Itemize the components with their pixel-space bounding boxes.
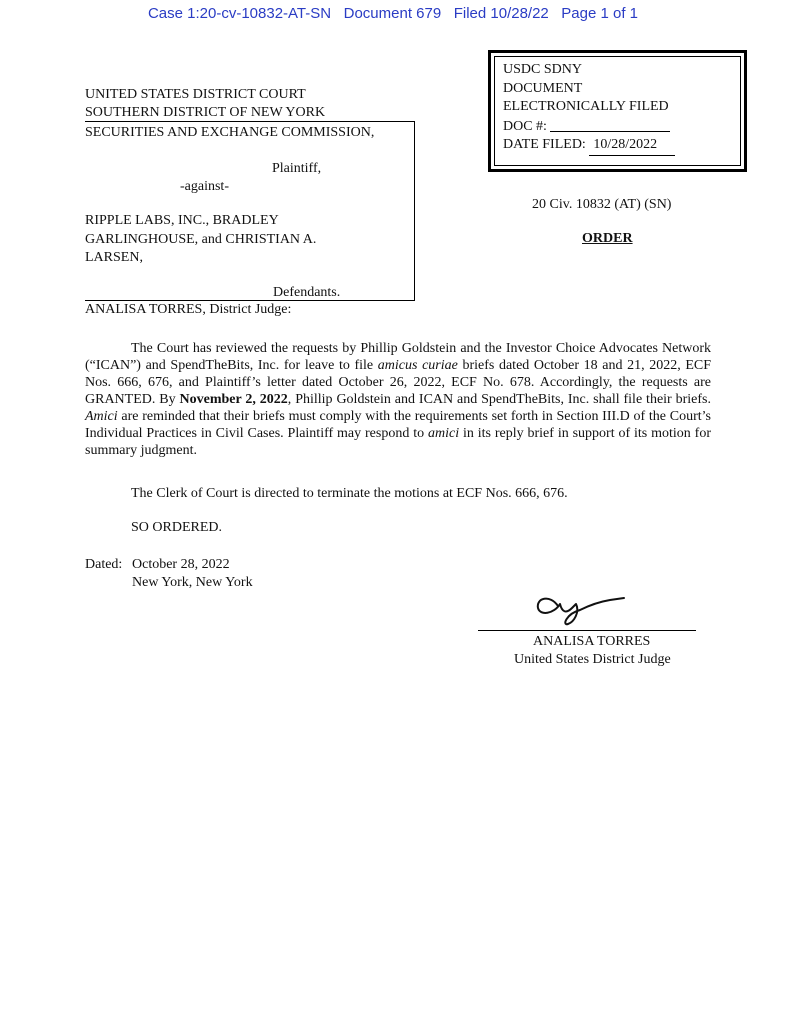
order-paragraph-1: The Court has reviewed the requests by Phillip Goldstein and the Investor Choice Advocates Network (“ICAN”) and SpendTheBits, Inc. for leave to file amicus curiae briefs dated October 18 and 21, 2022, ECF Nos. 666, 676, and Plaintiff’s letter dated October 26, 2022, ECF No. 678. Accordingly, the requests are GRANTED. By November 2, 2022, Phillip Goldstein and ICAN and SpendTheBits, Inc. shall file their briefs. Amici are reminded that their briefs must comply with the requirements set forth in Section III.D of the Court’s Individual Practices in Civil Cases. Plaintiff may respond to amici in its reply brief in support of its motion for summary judgment. bbox=[85, 341, 711, 458]
court-name-line2: SOUTHERN DISTRICT OF NEW YORK bbox=[85, 105, 326, 120]
filed-date: Filed 10/28/22 bbox=[453, 5, 549, 22]
page-indicator: Page 1 of 1 bbox=[561, 5, 639, 22]
filing-stamp bbox=[488, 50, 747, 172]
defendants-line2: GARLINGHOUSE, and CHRISTIAN A. bbox=[85, 232, 317, 247]
deadline-date: November 2, 2022 bbox=[179, 392, 288, 407]
against-label: -against- bbox=[180, 179, 229, 194]
court-name-line1: UNITED STATES DISTRICT COURT bbox=[85, 87, 306, 102]
document-title: ORDER bbox=[582, 231, 633, 246]
amici-term: Amici bbox=[85, 409, 118, 424]
judge-signature bbox=[528, 584, 638, 630]
date-filed-value: 10/28/2022 bbox=[589, 136, 675, 156]
document-number: Document 679 bbox=[343, 5, 442, 22]
plaintiff-name: SECURITIES AND EXCHANGE COMMISSION, bbox=[85, 125, 375, 140]
case-number: Case 1:20-cv-10832-AT-SN bbox=[147, 5, 332, 22]
defendants-line3: LARSEN, bbox=[85, 250, 143, 265]
signatory-title: United States District Judge bbox=[514, 652, 671, 667]
filing-stamp-text bbox=[503, 61, 675, 156]
dated-date: October 28, 2022 bbox=[132, 557, 230, 572]
stamp-line-1: USDC SDNY bbox=[503, 62, 582, 77]
caption-right-rule bbox=[414, 121, 415, 301]
judge-line: ANALISA TORRES, District Judge: bbox=[85, 302, 292, 317]
plaintiff-role: Plaintiff, bbox=[272, 161, 322, 176]
defendants-role: Defendants. bbox=[273, 285, 341, 300]
defendants-line1: RIPPLE LABS, INC., BRADLEY bbox=[85, 213, 279, 228]
amici-term-2: amici bbox=[428, 426, 460, 441]
filing-header bbox=[0, 5, 786, 22]
civil-case-number: 20 Civ. 10832 (AT) (SN) bbox=[532, 197, 672, 212]
signature-line bbox=[478, 630, 696, 631]
doc-number-blank bbox=[550, 117, 670, 132]
stamp-line-2: DOCUMENT bbox=[503, 80, 583, 96]
stamp-date-filed: DATE FILED: 10/28/2022 bbox=[503, 136, 675, 156]
stamp-doc-number: DOC #: bbox=[503, 117, 675, 137]
stamp-line-3: ELECTRONICALLY FILED bbox=[503, 99, 669, 114]
amicus-curiae-term: amicus curiae bbox=[377, 358, 458, 373]
caption-top-rule bbox=[85, 121, 415, 122]
dated-label: Dated: bbox=[85, 557, 123, 572]
order-paragraph-2: The Clerk of Court is directed to terminate the motions at ECF Nos. 666, 676. bbox=[131, 486, 568, 501]
so-ordered: SO ORDERED. bbox=[131, 520, 223, 535]
dated-place: New York, New York bbox=[132, 575, 253, 590]
signatory-name: ANALISA TORRES bbox=[533, 634, 651, 649]
